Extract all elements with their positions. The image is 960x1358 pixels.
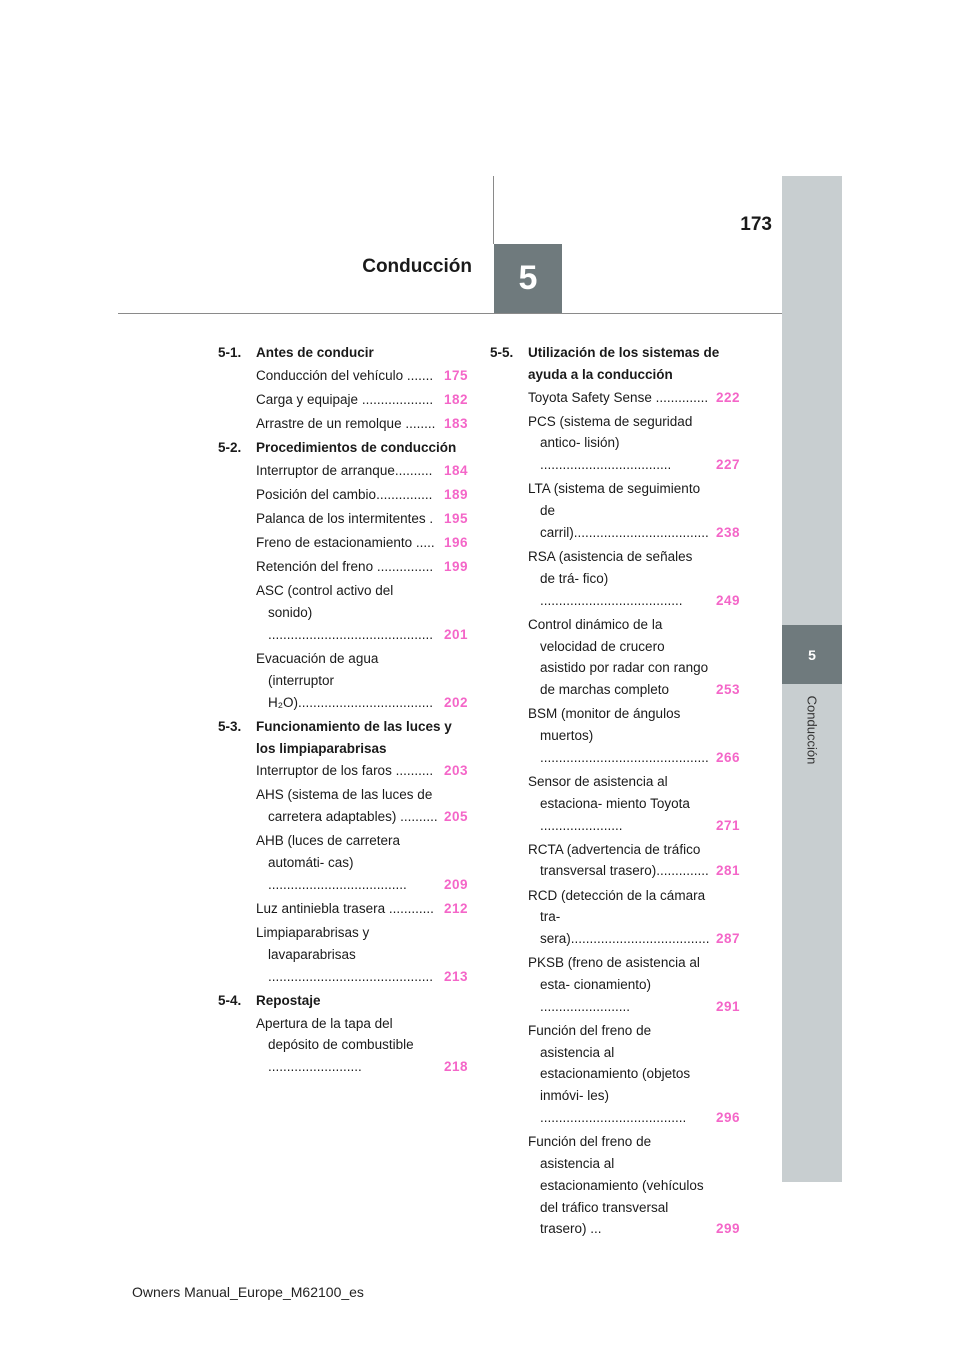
toc-entry[interactable] [490, 703, 740, 768]
header-vertical-rule [493, 176, 494, 244]
toc-entry-text: Carga y equipaje ................... [256, 391, 434, 407]
page-number: 173 [740, 214, 772, 235]
toc-right-column [490, 342, 740, 1242]
toc-entry[interactable] [490, 478, 740, 543]
toc-page-link[interactable]: 253 [715, 682, 740, 698]
toc-entry[interactable] [218, 648, 468, 713]
toc-entry-text: Interruptor de los faros .......... [256, 763, 434, 779]
section-title: Procedimientos de conducción [256, 440, 457, 456]
toc-page-link[interactable]: 201 [443, 626, 468, 642]
toc-entry-text: Interruptor de arranque.......... [256, 462, 433, 478]
toc-entry-text: Función del freno de asistencia al estacionamiento (objetos inmóvi- les) ....................................... [528, 1022, 691, 1126]
toc-entry-text: Evacuación de agua (interruptor H₂O).................................... [256, 651, 434, 710]
toc-page-link[interactable]: 196 [443, 535, 468, 551]
toc-entry[interactable] [490, 387, 740, 409]
toc-entry-text: Retención del freno ............... [256, 559, 434, 575]
toc-section-heading [218, 990, 468, 1012]
section-title: Repostaje [256, 992, 321, 1008]
toc-entry[interactable] [218, 898, 468, 920]
toc-entry[interactable] [218, 922, 468, 987]
toc-page-link[interactable]: 189 [443, 486, 468, 502]
toc-entry-text: Toyota Safety Sense .............. [528, 389, 709, 405]
toc-page-link[interactable]: 222 [715, 389, 740, 405]
section-title: Utilización de los sistemas de ayuda a la conducción [528, 345, 720, 382]
toc-page-link[interactable]: 281 [715, 863, 740, 879]
toc-page-link[interactable]: 296 [715, 1110, 740, 1126]
toc-entry-text: AHS (sistema de las luces de carretera adaptables) .......... [256, 787, 438, 825]
section-number: 5-2. [218, 440, 242, 456]
toc-entry-text: Posición del cambio............... [256, 486, 433, 502]
toc-entry[interactable] [490, 1020, 740, 1129]
toc-left-column [218, 342, 468, 1080]
toc-page-link[interactable]: 238 [715, 524, 740, 540]
toc-page-link[interactable]: 218 [443, 1059, 468, 1075]
toc-entry[interactable] [490, 885, 740, 950]
toc-page-link[interactable]: 202 [443, 694, 468, 710]
toc-entry[interactable] [490, 839, 740, 883]
toc-section-heading [490, 342, 740, 386]
toc-page-link[interactable]: 287 [715, 931, 740, 947]
toc-entry[interactable] [218, 580, 468, 645]
toc-entry[interactable] [218, 1013, 468, 1078]
toc-section-heading [218, 716, 468, 760]
section-number: 5-3. [218, 718, 242, 734]
footer-document-id: Owners Manual_Europe_M62100_es [132, 1284, 364, 1300]
toc-page-link[interactable]: 227 [715, 457, 740, 473]
toc-page-link[interactable]: 271 [715, 817, 740, 833]
side-tab-chapter[interactable]: 5 [782, 625, 842, 684]
toc-page-link[interactable]: 183 [443, 415, 468, 431]
toc-entry[interactable] [490, 1131, 740, 1240]
toc-page-link[interactable]: 184 [443, 462, 468, 478]
toc-entry[interactable] [218, 532, 468, 554]
toc-page-link[interactable]: 175 [443, 367, 468, 383]
side-tab-label: Conducción [804, 695, 820, 765]
toc-entry-text: RCTA (advertencia de tráfico transversal trasero).............. [528, 841, 709, 879]
toc-section-heading [218, 342, 468, 364]
toc-entry-text: Palanca de los intermitentes . [256, 511, 434, 527]
toc-entry-text: Control dinámico de la velocidad de crucero asistido por radar con rango de marchas completo [528, 616, 709, 698]
toc-entry-text: Limpiaparabrisas y lavaparabrisas ............................................ [256, 925, 434, 984]
toc-entry-text: Luz antiniebla trasera ............ [256, 900, 434, 916]
toc-entry[interactable] [490, 546, 740, 611]
toc-entry[interactable] [218, 460, 468, 482]
toc-entry-text: PCS (sistema de seguridad antico- lisión) ................................... [528, 413, 693, 473]
toc-page-link[interactable]: 199 [443, 559, 468, 575]
section-number: 5-4. [218, 992, 242, 1008]
toc-page-link[interactable]: 205 [443, 809, 468, 825]
toc-page-link[interactable]: 212 [443, 900, 468, 916]
toc-entry[interactable] [218, 784, 468, 828]
chapter-number-box: 5 [494, 244, 562, 313]
toc-page-link[interactable]: 182 [443, 391, 468, 407]
toc-entry-text: AHB (luces de carretera automáti- cas) ..................................... [256, 833, 407, 892]
toc-entry-text: Conducción del vehículo ....... [256, 367, 434, 383]
toc-entry[interactable] [490, 952, 740, 1017]
toc-section-heading [218, 437, 468, 459]
toc-entry[interactable] [490, 771, 740, 836]
toc-entry[interactable] [490, 614, 740, 701]
chapter-title: Conducción [362, 256, 472, 277]
toc-page-link[interactable]: 195 [443, 511, 468, 527]
toc-page-link[interactable]: 209 [443, 876, 468, 892]
toc-entry[interactable] [218, 413, 468, 435]
toc-entry[interactable] [218, 389, 468, 411]
toc-page-link[interactable]: 299 [715, 1221, 740, 1237]
toc-entry-text: Arrastre de un remolque ........ [256, 415, 436, 431]
toc-entry-text: Función del freno de asistencia al estacionamiento (vehículos del tráfico transversal trasero) ... [528, 1134, 704, 1237]
toc-entry-text: RCD (detección de la cámara tra- sera)..................................... [528, 887, 710, 947]
section-number: 5-5. [490, 345, 514, 360]
toc-entry[interactable] [218, 508, 468, 530]
toc-entry[interactable] [218, 484, 468, 506]
toc-page-link[interactable]: 203 [443, 763, 468, 779]
toc-entry[interactable] [218, 830, 468, 895]
toc-page-link[interactable]: 266 [715, 749, 740, 765]
section-title: Antes de conducir [256, 345, 374, 360]
toc-page-link[interactable]: 249 [715, 592, 740, 608]
toc-page-link[interactable]: 213 [443, 968, 468, 984]
toc-entry[interactable] [490, 411, 740, 476]
toc-entry-text: Freno de estacionamiento ..... [256, 535, 435, 551]
toc-entry-text: LTA (sistema de seguimiento de carril).................................... [528, 481, 709, 540]
section-title: Funcionamiento de las luces y los limpiaparabrisas [256, 718, 452, 756]
toc-page-link[interactable]: 291 [715, 998, 740, 1014]
toc-entry[interactable] [218, 556, 468, 578]
header-horizontal-rule [118, 313, 782, 314]
toc-entry-text: RSA (asistencia de señales de trá- fico) ...................................... [528, 549, 693, 608]
toc-entry[interactable] [218, 760, 468, 782]
toc-entry-text: Sensor de asistencia al estaciona- miento Toyota ...................... [528, 773, 690, 833]
toc-entry-text: ASC (control activo del sonido) ............................................ [256, 583, 434, 642]
toc-entry-text: Apertura de la tapa del depósito de combustible ......................... [256, 1015, 414, 1075]
toc-entry[interactable] [218, 365, 468, 387]
toc-entry-text: PKSB (freno de asistencia al esta- cionamiento) ........................ [528, 955, 700, 1014]
toc-entry-text: BSM (monitor de ángulos muertos) ............................................. [528, 706, 709, 765]
section-number: 5-1. [218, 345, 242, 360]
